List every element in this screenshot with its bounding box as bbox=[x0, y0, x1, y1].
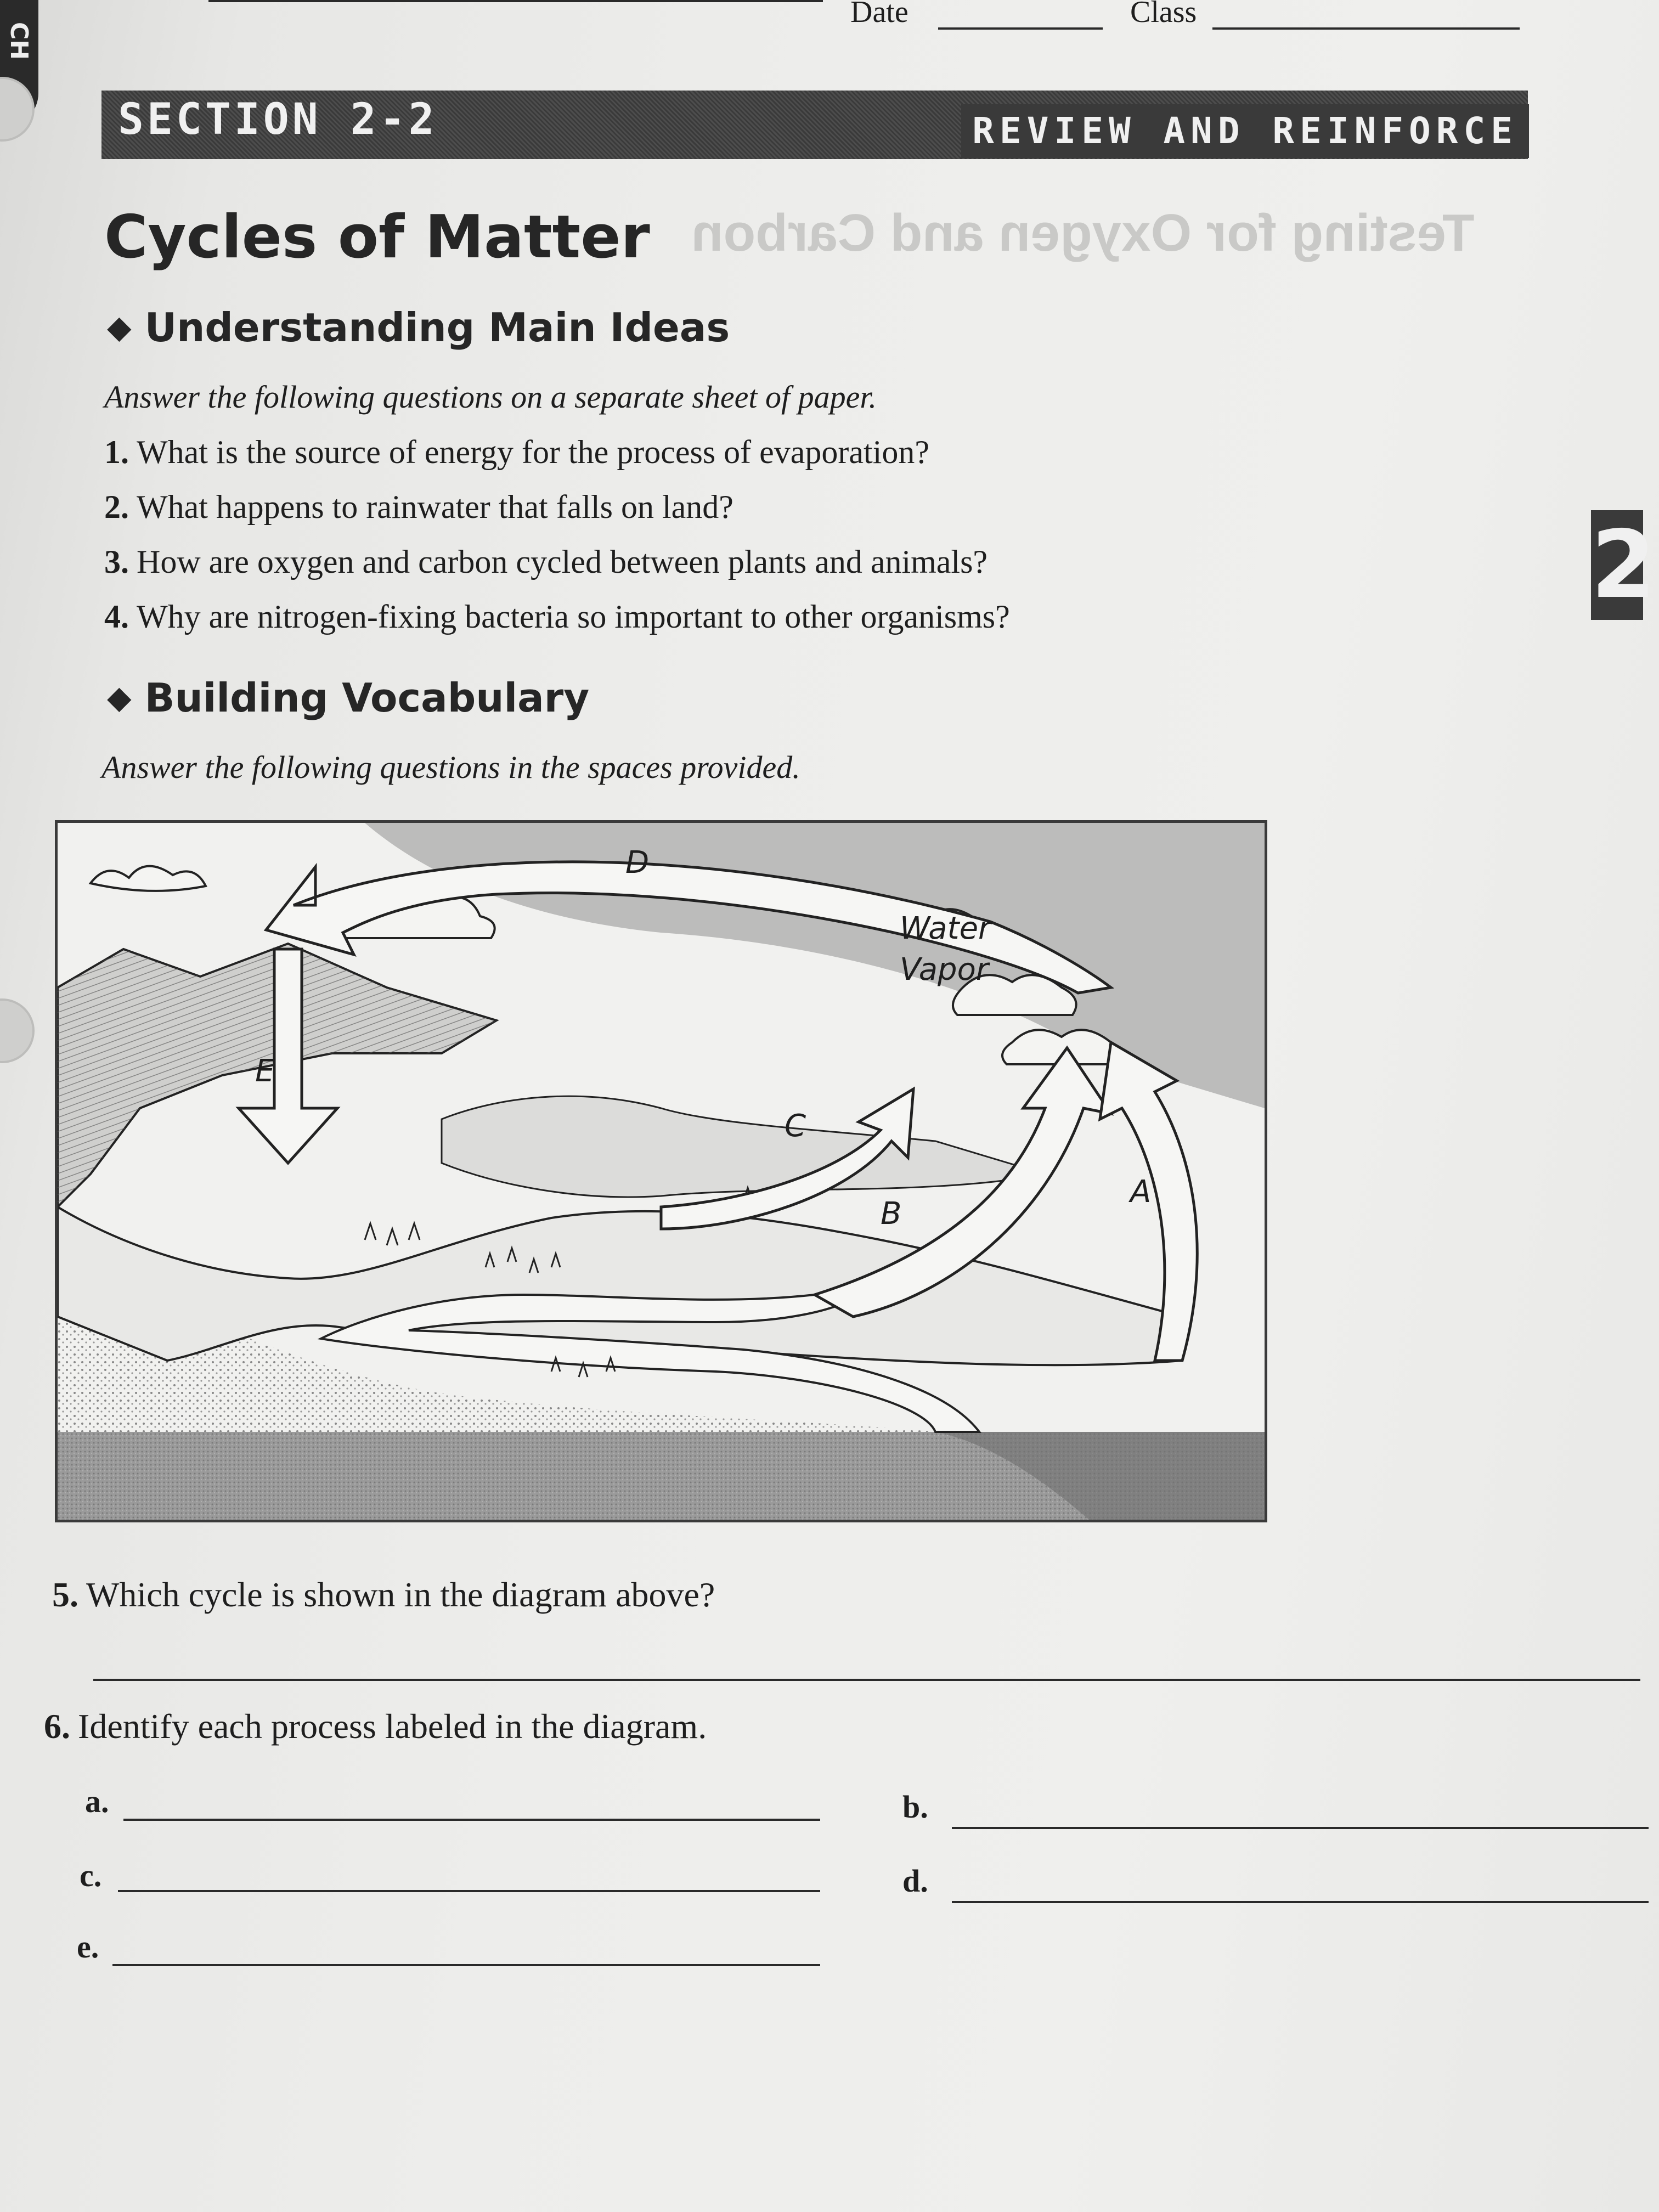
question-1 bbox=[104, 433, 929, 471]
date-label: Date bbox=[850, 0, 909, 29]
vocabulary-heading bbox=[107, 675, 589, 721]
class-label: Class bbox=[1130, 0, 1197, 29]
question-number: 2. bbox=[104, 489, 129, 525]
show-through-text: Testing for Oxygen and Carbon bbox=[691, 204, 1475, 262]
page-title: Cycles of Matter bbox=[104, 203, 650, 272]
section-number: SECTION 2-2 bbox=[118, 95, 438, 144]
question-number: 3. bbox=[104, 544, 129, 580]
answer-line-d[interactable] bbox=[952, 1901, 1649, 1903]
label-a: A bbox=[1130, 1174, 1152, 1210]
date-field[interactable] bbox=[938, 27, 1103, 30]
question-text: Why are nitrogen-fixing bacteria so important to other organisms? bbox=[137, 599, 1010, 635]
review-reinforce-box bbox=[961, 104, 1529, 158]
answer-line-c[interactable] bbox=[118, 1890, 820, 1892]
diagram-illustration bbox=[58, 823, 1265, 1520]
label-water-vapor-line1: Water bbox=[900, 911, 991, 946]
blank-c-label: c. bbox=[80, 1858, 102, 1893]
main-ideas-heading-text: Understanding Main Ideas bbox=[144, 304, 730, 351]
question-2 bbox=[104, 488, 733, 526]
answer-line-a[interactable] bbox=[123, 1819, 820, 1821]
question-text: What happens to rainwater that falls on land? bbox=[137, 489, 733, 525]
question-number: 5. bbox=[52, 1575, 78, 1614]
question-text: Which cycle is shown in the diagram above? bbox=[86, 1575, 715, 1614]
question-number: 4. bbox=[104, 599, 129, 635]
blank-e-label: e. bbox=[77, 1929, 99, 1965]
review-reinforce-label: REVIEW AND REINFORCE bbox=[972, 110, 1518, 152]
label-water-vapor-line2: Vapor bbox=[900, 952, 989, 988]
question-5 bbox=[52, 1575, 715, 1615]
vocabulary-heading-text: Building Vocabulary bbox=[144, 675, 590, 721]
blank-a-label: a. bbox=[85, 1784, 109, 1819]
question-text: How are oxygen and carbon cycled between plants and animals? bbox=[137, 544, 988, 580]
header-row bbox=[208, 0, 1525, 38]
answer-line-e[interactable] bbox=[112, 1964, 820, 1966]
name-line bbox=[208, 0, 823, 2]
diamond-bullet-icon: ◆ bbox=[107, 308, 132, 346]
vocabulary-instructions: Answer the following questions in the spaces provided. bbox=[101, 749, 800, 785]
answer-line-b[interactable] bbox=[952, 1827, 1649, 1829]
question-text: What is the source of energy for the process of evaporation? bbox=[137, 434, 930, 470]
binder-hole-middle bbox=[0, 998, 35, 1063]
question-number: 6. bbox=[44, 1707, 70, 1746]
answer-line-5[interactable] bbox=[93, 1679, 1640, 1681]
main-ideas-instructions: Answer the following questions on a separate sheet of paper. bbox=[104, 379, 877, 415]
blank-d-label: d. bbox=[902, 1863, 928, 1899]
main-ideas-heading bbox=[107, 304, 730, 351]
binding-text: CH bbox=[5, 22, 33, 60]
label-c: C bbox=[785, 1108, 806, 1144]
water-cycle-diagram bbox=[55, 820, 1267, 1522]
label-e: E bbox=[255, 1053, 275, 1089]
section-banner bbox=[101, 91, 1528, 159]
chapter-tab: 2 bbox=[1591, 511, 1656, 619]
question-text: Identify each process labeled in the diagram. bbox=[78, 1707, 707, 1746]
label-b: B bbox=[881, 1196, 902, 1232]
class-field[interactable] bbox=[1212, 27, 1520, 30]
blank-b-label: b. bbox=[902, 1789, 928, 1825]
question-number: 1. bbox=[104, 434, 129, 470]
label-d: D bbox=[625, 845, 650, 881]
question-6 bbox=[44, 1706, 707, 1747]
distant-hills bbox=[442, 1096, 1045, 1197]
question-4 bbox=[104, 598, 1010, 636]
diamond-bullet-icon: ◆ bbox=[107, 679, 132, 716]
question-3 bbox=[104, 543, 988, 581]
